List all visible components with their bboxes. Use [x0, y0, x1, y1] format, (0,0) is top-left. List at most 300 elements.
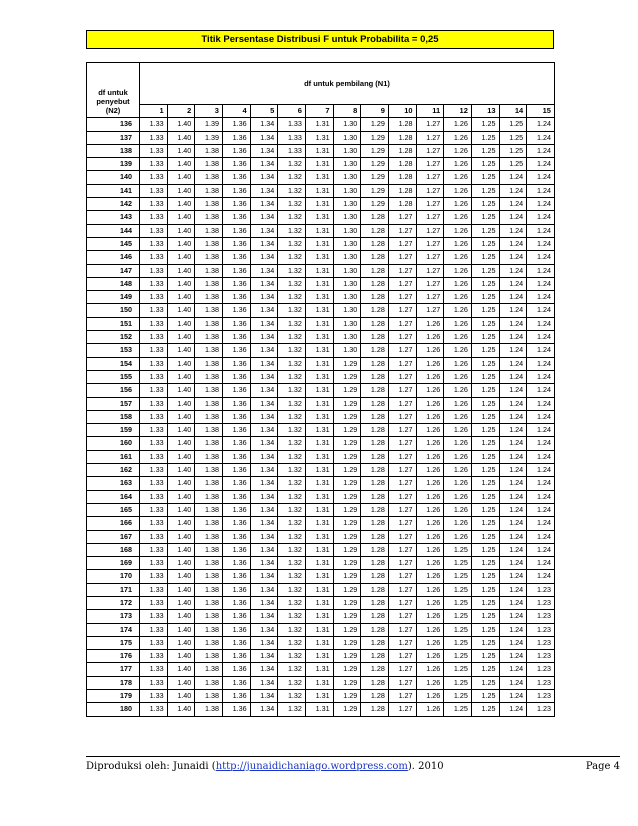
- table-cell: 1.26: [444, 131, 472, 144]
- table-cell: 1.40: [167, 437, 195, 450]
- table-cell: 1.34: [250, 557, 278, 570]
- table-cell: 1.27: [416, 237, 444, 250]
- table-cell: 1.36: [222, 211, 250, 224]
- row-label: 161: [87, 450, 140, 463]
- table-cell: 1.27: [416, 144, 444, 157]
- table-cell: 1.38: [195, 304, 223, 317]
- table-cell: 1.25: [471, 477, 499, 490]
- table-cell: 1.25: [471, 636, 499, 649]
- table-cell: 1.38: [195, 450, 223, 463]
- row-label: 170: [87, 570, 140, 583]
- table-cell: 1.33: [140, 237, 168, 250]
- table-cell: 1.40: [167, 198, 195, 211]
- footer-link[interactable]: http://junaidichaniago.wordpress.com: [215, 761, 408, 772]
- table-cell: 1.29: [333, 623, 361, 636]
- row-label: 169: [87, 557, 140, 570]
- table-cell: 1.24: [527, 517, 555, 530]
- table-cell: 1.40: [167, 158, 195, 171]
- table-cell: 1.31: [305, 304, 333, 317]
- table-cell: 1.36: [222, 304, 250, 317]
- table-cell: 1.33: [140, 118, 168, 131]
- table-cell: 1.34: [250, 490, 278, 503]
- table-cell: 1.33: [140, 676, 168, 689]
- table-cell: 1.25: [471, 490, 499, 503]
- table-cell: 1.26: [416, 344, 444, 357]
- table-cell: 1.24: [499, 184, 527, 197]
- table-cell: 1.34: [250, 703, 278, 716]
- table-cell: 1.32: [278, 503, 306, 516]
- table-cell: 1.24: [527, 304, 555, 317]
- table-cell: 1.32: [278, 384, 306, 397]
- table-cell: 1.38: [195, 517, 223, 530]
- n2-header: [87, 63, 140, 118]
- table-cell: 1.23: [527, 583, 555, 596]
- table-cell: 1.40: [167, 397, 195, 410]
- table-cell: 1.24: [527, 317, 555, 330]
- table-cell: 1.34: [250, 184, 278, 197]
- table-cell: 1.26: [444, 344, 472, 357]
- table-cell: 1.28: [361, 676, 389, 689]
- table-cell: 1.33: [140, 623, 168, 636]
- row-label: 175: [87, 636, 140, 649]
- table-cell: 1.33: [140, 663, 168, 676]
- table-cell: 1.24: [527, 437, 555, 450]
- n1-header: df untuk pembilang (N1): [140, 63, 555, 105]
- table-cell: 1.32: [278, 464, 306, 477]
- table-cell: 1.34: [250, 251, 278, 264]
- table-cell: 1.26: [416, 410, 444, 423]
- table-cell: 1.36: [222, 237, 250, 250]
- table-cell: 1.36: [222, 370, 250, 383]
- table-cell: 1.25: [471, 171, 499, 184]
- table-cell: 1.29: [333, 583, 361, 596]
- table-cell: 1.24: [499, 410, 527, 423]
- table-cell: 1.27: [416, 291, 444, 304]
- table-cell: 1.36: [222, 703, 250, 716]
- table-cell: 1.38: [195, 397, 223, 410]
- table-cell: 1.26: [444, 517, 472, 530]
- table-cell: 1.24: [499, 570, 527, 583]
- table-cell: 1.36: [222, 650, 250, 663]
- table-cell: 1.24: [499, 530, 527, 543]
- table-cell: 1.26: [416, 490, 444, 503]
- table-cell: 1.34: [250, 304, 278, 317]
- table-cell: 1.25: [471, 676, 499, 689]
- table-cell: 1.28: [361, 464, 389, 477]
- table-cell: 1.26: [416, 357, 444, 370]
- table-row: [87, 384, 555, 397]
- table-cell: 1.36: [222, 490, 250, 503]
- table-cell: 1.28: [361, 703, 389, 716]
- table-cell: 1.33: [140, 490, 168, 503]
- page-footer: [86, 761, 620, 772]
- table-cell: 1.34: [250, 650, 278, 663]
- table-cell: 1.38: [195, 237, 223, 250]
- table-cell: 1.36: [222, 251, 250, 264]
- table-cell: 1.31: [305, 277, 333, 290]
- row-label: 139: [87, 158, 140, 171]
- table-cell: 1.36: [222, 264, 250, 277]
- column-header: 8: [333, 105, 361, 118]
- table-cell: 1.24: [499, 424, 527, 437]
- table-cell: 1.25: [471, 264, 499, 277]
- table-cell: 1.24: [527, 291, 555, 304]
- table-cell: 1.38: [195, 557, 223, 570]
- table-cell: 1.38: [195, 370, 223, 383]
- table-cell: 1.26: [444, 450, 472, 463]
- table-cell: 1.27: [388, 530, 416, 543]
- table-cell: 1.32: [278, 184, 306, 197]
- table-cell: 1.26: [444, 490, 472, 503]
- table-cell: 1.27: [388, 277, 416, 290]
- table-cell: 1.28: [388, 198, 416, 211]
- table-cell: 1.24: [499, 211, 527, 224]
- table-row: [87, 530, 555, 543]
- row-label: 159: [87, 424, 140, 437]
- table-cell: 1.27: [388, 344, 416, 357]
- table-cell: 1.38: [195, 344, 223, 357]
- table-cell: 1.25: [444, 570, 472, 583]
- table-cell: 1.36: [222, 357, 250, 370]
- table-cell: 1.33: [140, 437, 168, 450]
- row-label: 142: [87, 198, 140, 211]
- table-cell: 1.36: [222, 118, 250, 131]
- table-cell: 1.38: [195, 530, 223, 543]
- table-body: [87, 118, 555, 716]
- table-cell: 1.26: [444, 264, 472, 277]
- table-cell: 1.27: [416, 277, 444, 290]
- table-cell: 1.33: [140, 357, 168, 370]
- table-cell: 1.29: [333, 410, 361, 423]
- column-number-row: [87, 105, 555, 118]
- table-cell: 1.29: [361, 118, 389, 131]
- table-cell: 1.24: [499, 450, 527, 463]
- table-cell: 1.28: [361, 384, 389, 397]
- table-cell: 1.29: [333, 424, 361, 437]
- column-header: 4: [222, 105, 250, 118]
- table-cell: 1.28: [361, 543, 389, 556]
- table-cell: 1.27: [416, 198, 444, 211]
- table-cell: 1.26: [416, 397, 444, 410]
- table-row: [87, 224, 555, 237]
- table-cell: 1.29: [361, 144, 389, 157]
- table-cell: 1.29: [333, 530, 361, 543]
- f-distribution-table: [86, 62, 555, 717]
- table-cell: 1.34: [250, 237, 278, 250]
- table-cell: 1.26: [416, 623, 444, 636]
- table-row: [87, 357, 555, 370]
- table-cell: 1.38: [195, 384, 223, 397]
- table-cell: 1.26: [444, 224, 472, 237]
- table-cell: 1.33: [140, 224, 168, 237]
- table-cell: 1.40: [167, 304, 195, 317]
- table-cell: 1.36: [222, 344, 250, 357]
- table-cell: 1.30: [333, 251, 361, 264]
- table-cell: 1.30: [333, 118, 361, 131]
- table-cell: 1.25: [471, 596, 499, 609]
- table-cell: 1.34: [250, 690, 278, 703]
- column-header: 2: [167, 105, 195, 118]
- table-cell: 1.33: [140, 331, 168, 344]
- table-cell: 1.27: [416, 184, 444, 197]
- row-label: 177: [87, 663, 140, 676]
- table-cell: 1.38: [195, 317, 223, 330]
- table-cell: 1.25: [471, 503, 499, 516]
- row-label: 157: [87, 397, 140, 410]
- row-label: 168: [87, 543, 140, 556]
- table-cell: 1.32: [278, 277, 306, 290]
- table-cell: 1.24: [499, 503, 527, 516]
- table-cell: 1.34: [250, 291, 278, 304]
- table-row: [87, 344, 555, 357]
- table-cell: 1.27: [388, 370, 416, 383]
- table-cell: 1.31: [305, 344, 333, 357]
- table-cell: 1.30: [333, 198, 361, 211]
- row-label: 167: [87, 530, 140, 543]
- column-header: 10: [388, 105, 416, 118]
- table-cell: 1.24: [527, 424, 555, 437]
- table-cell: 1.38: [195, 636, 223, 649]
- table-cell: 1.25: [471, 317, 499, 330]
- table-cell: 1.25: [499, 118, 527, 131]
- table-cell: 1.27: [388, 636, 416, 649]
- n2-header-line-1: df untuk: [98, 88, 128, 98]
- table-cell: 1.31: [305, 636, 333, 649]
- table-cell: 1.25: [471, 424, 499, 437]
- table-cell: 1.40: [167, 676, 195, 689]
- table-row: [87, 370, 555, 383]
- table-cell: 1.27: [416, 171, 444, 184]
- table-cell: 1.29: [333, 596, 361, 609]
- table-cell: 1.36: [222, 184, 250, 197]
- table-cell: 1.40: [167, 703, 195, 716]
- table-cell: 1.33: [140, 344, 168, 357]
- table-row: [87, 503, 555, 516]
- table-cell: 1.28: [361, 517, 389, 530]
- table-cell: 1.26: [416, 650, 444, 663]
- table-cell: 1.31: [305, 477, 333, 490]
- table-cell: 1.26: [444, 424, 472, 437]
- footer-credit: [86, 761, 444, 772]
- table-cell: 1.31: [305, 184, 333, 197]
- table-cell: 1.24: [527, 158, 555, 171]
- table-cell: 1.24: [499, 464, 527, 477]
- table-cell: 1.40: [167, 557, 195, 570]
- table-cell: 1.29: [333, 357, 361, 370]
- table-cell: 1.34: [250, 264, 278, 277]
- table-cell: 1.24: [527, 224, 555, 237]
- table-cell: 1.25: [471, 224, 499, 237]
- table-cell: 1.36: [222, 543, 250, 556]
- table-cell: 1.31: [305, 676, 333, 689]
- table-cell: 1.38: [195, 543, 223, 556]
- table-cell: 1.25: [471, 437, 499, 450]
- table-cell: 1.26: [444, 503, 472, 516]
- table-cell: 1.33: [140, 636, 168, 649]
- table-cell: 1.24: [527, 384, 555, 397]
- table-cell: 1.28: [361, 437, 389, 450]
- table-cell: 1.24: [527, 530, 555, 543]
- table-cell: 1.40: [167, 690, 195, 703]
- table-cell: 1.25: [471, 198, 499, 211]
- table-cell: 1.24: [499, 557, 527, 570]
- table-cell: 1.30: [333, 144, 361, 157]
- table-row: [87, 437, 555, 450]
- table-cell: 1.40: [167, 623, 195, 636]
- table-cell: 1.38: [195, 158, 223, 171]
- table-cell: 1.34: [250, 131, 278, 144]
- table-cell: 1.32: [278, 331, 306, 344]
- table-cell: 1.34: [250, 517, 278, 530]
- table-cell: 1.27: [388, 251, 416, 264]
- table-row: [87, 410, 555, 423]
- column-header: 13: [471, 105, 499, 118]
- column-header: 11: [416, 105, 444, 118]
- table-cell: 1.24: [527, 277, 555, 290]
- table-cell: 1.28: [361, 650, 389, 663]
- table-cell: 1.40: [167, 490, 195, 503]
- table-cell: 1.36: [222, 291, 250, 304]
- table-row: [87, 304, 555, 317]
- table-cell: 1.27: [388, 583, 416, 596]
- table-cell: 1.27: [388, 650, 416, 663]
- table-cell: 1.26: [416, 543, 444, 556]
- table-row: [87, 663, 555, 676]
- table-cell: 1.26: [444, 144, 472, 157]
- table-cell: 1.34: [250, 171, 278, 184]
- table-cell: 1.26: [444, 118, 472, 131]
- table-row: [87, 424, 555, 437]
- table-cell: 1.24: [499, 676, 527, 689]
- table-cell: 1.25: [444, 650, 472, 663]
- row-label: 171: [87, 583, 140, 596]
- table-row: [87, 198, 555, 211]
- table-cell: 1.32: [278, 424, 306, 437]
- table-cell: 1.27: [388, 543, 416, 556]
- table-cell: 1.32: [278, 397, 306, 410]
- table-cell: 1.40: [167, 650, 195, 663]
- table-cell: 1.40: [167, 344, 195, 357]
- row-label: 150: [87, 304, 140, 317]
- table-cell: 1.38: [195, 583, 223, 596]
- table-cell: 1.33: [140, 384, 168, 397]
- table-cell: 1.29: [333, 437, 361, 450]
- table-cell: 1.28: [361, 224, 389, 237]
- table-cell: 1.25: [471, 184, 499, 197]
- table-cell: 1.31: [305, 370, 333, 383]
- table-cell: 1.29: [333, 636, 361, 649]
- table-cell: 1.27: [388, 264, 416, 277]
- table-cell: 1.26: [416, 370, 444, 383]
- table-cell: 1.36: [222, 596, 250, 609]
- table-cell: 1.24: [527, 370, 555, 383]
- table-cell: 1.23: [527, 596, 555, 609]
- table-cell: 1.34: [250, 198, 278, 211]
- table-cell: 1.38: [195, 144, 223, 157]
- table-cell: 1.25: [471, 530, 499, 543]
- table-cell: 1.38: [195, 690, 223, 703]
- table-cell: 1.33: [140, 650, 168, 663]
- table-cell: 1.40: [167, 131, 195, 144]
- table-cell: 1.25: [499, 158, 527, 171]
- table-cell: 1.36: [222, 171, 250, 184]
- table-cell: 1.29: [333, 397, 361, 410]
- row-label: 165: [87, 503, 140, 516]
- table-cell: 1.31: [305, 198, 333, 211]
- row-label: 158: [87, 410, 140, 423]
- table-cell: 1.27: [388, 596, 416, 609]
- table-cell: 1.27: [388, 317, 416, 330]
- table-cell: 1.26: [416, 690, 444, 703]
- footer-prefix: Diproduksi oleh: Junaidi (: [86, 761, 216, 772]
- table-cell: 1.40: [167, 370, 195, 383]
- table-cell: 1.29: [361, 171, 389, 184]
- table-row: [87, 690, 555, 703]
- table-cell: 1.25: [499, 144, 527, 157]
- table-cell: 1.38: [195, 198, 223, 211]
- table-row: [87, 477, 555, 490]
- table-cell: 1.31: [305, 703, 333, 716]
- table-cell: 1.25: [471, 650, 499, 663]
- table-cell: 1.32: [278, 543, 306, 556]
- table-cell: 1.26: [416, 384, 444, 397]
- table-cell: 1.25: [444, 676, 472, 689]
- row-label: 156: [87, 384, 140, 397]
- table-cell: 1.28: [361, 410, 389, 423]
- table-cell: 1.34: [250, 464, 278, 477]
- table-cell: 1.30: [333, 304, 361, 317]
- row-label: 154: [87, 357, 140, 370]
- table-cell: 1.25: [471, 331, 499, 344]
- column-header: 3: [195, 105, 223, 118]
- table-cell: 1.26: [416, 464, 444, 477]
- row-label: 141: [87, 184, 140, 197]
- table-cell: 1.36: [222, 384, 250, 397]
- table-cell: 1.36: [222, 397, 250, 410]
- table-row: [87, 317, 555, 330]
- row-label: 151: [87, 317, 140, 330]
- table-cell: 1.33: [140, 596, 168, 609]
- table-cell: 1.36: [222, 690, 250, 703]
- table-cell: 1.33: [278, 118, 306, 131]
- table-cell: 1.40: [167, 663, 195, 676]
- table-row: [87, 251, 555, 264]
- table-cell: 1.24: [499, 331, 527, 344]
- table-cell: 1.29: [333, 663, 361, 676]
- table-cell: 1.40: [167, 424, 195, 437]
- table-cell: 1.26: [444, 464, 472, 477]
- table-cell: 1.40: [167, 384, 195, 397]
- table-row: [87, 636, 555, 649]
- table-cell: 1.33: [140, 211, 168, 224]
- n2-header-line-2: penyebut: [96, 97, 130, 107]
- table-cell: 1.32: [278, 317, 306, 330]
- column-header: 5: [250, 105, 278, 118]
- table-cell: 1.34: [250, 596, 278, 609]
- table-cell: 1.40: [167, 596, 195, 609]
- table-cell: 1.26: [444, 184, 472, 197]
- table-cell: 1.34: [250, 437, 278, 450]
- table-row: [87, 703, 555, 716]
- table-cell: 1.30: [333, 131, 361, 144]
- table-cell: 1.27: [388, 477, 416, 490]
- table-cell: 1.28: [388, 158, 416, 171]
- table-cell: 1.38: [195, 490, 223, 503]
- table-cell: 1.36: [222, 437, 250, 450]
- table-cell: 1.26: [416, 557, 444, 570]
- table-cell: 1.24: [499, 317, 527, 330]
- table-cell: 1.25: [471, 384, 499, 397]
